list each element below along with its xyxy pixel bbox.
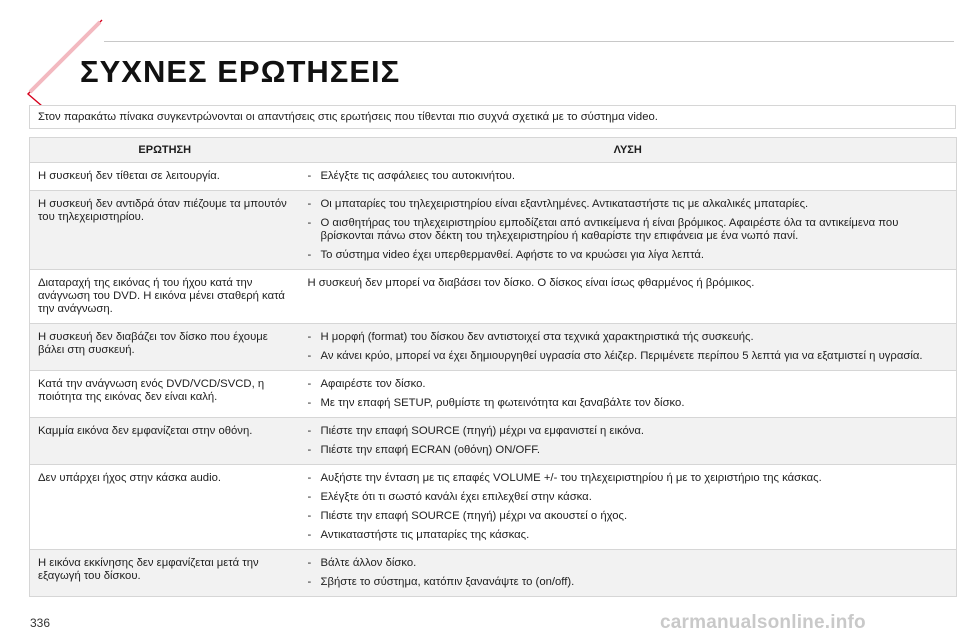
solution-list	[308, 198, 951, 262]
solution-cell	[300, 418, 957, 465]
dash-bullet: -	[307, 510, 312, 522]
solution-text: Αυξήστε την ένταση με τις επαφές VOLUME +/- του τηλεχειριστηρίου ή με το χειριστήριο της κάσκας.	[320, 472, 822, 484]
header-solution: ΛΥΣΗ	[300, 138, 957, 163]
dash-bullet: -	[307, 378, 312, 390]
solution-cell	[300, 465, 957, 550]
solution-text: Βάλτε άλλον δίσκο.	[320, 557, 417, 569]
solution-item	[308, 249, 951, 262]
title-rule	[104, 41, 954, 42]
dash-bullet: -	[307, 217, 312, 229]
solution-item	[308, 350, 951, 363]
solution-item	[308, 491, 951, 504]
table-row	[30, 550, 957, 597]
table-row	[30, 465, 957, 550]
solution-item	[308, 198, 951, 211]
solution-cell	[300, 550, 957, 597]
table-row	[30, 191, 957, 270]
header-question: ΕΡΩΤΗΣΗ	[30, 138, 300, 163]
solution-item	[308, 444, 951, 457]
dash-bullet: -	[307, 397, 312, 409]
solution-text: Αντικαταστήστε τις μπαταρίες της κάσκας.	[320, 529, 530, 541]
solution-item	[308, 331, 951, 344]
solution-text: Πιέστε την επαφή ECRAN (οθόνη) ON/OFF.	[320, 444, 540, 456]
solution-cell	[300, 163, 957, 191]
solution-text: Πιέστε την επαφή SOURCE (πηγή) μέχρι να εμφανιστεί η εικόνα.	[320, 425, 645, 437]
solution-text: Το σύστημα video έχει υπερθερμανθεί. Αφήστε το να κρυώσει για λίγα λεπτά.	[320, 249, 705, 261]
solution-item	[308, 378, 951, 391]
solution-item	[308, 529, 951, 542]
solution-text: Αφαιρέστε τον δίσκο.	[320, 378, 426, 390]
solution-list	[308, 331, 951, 363]
solution-item	[308, 510, 951, 523]
table-row	[30, 163, 957, 191]
solution-list	[308, 170, 951, 183]
dash-bullet: -	[307, 529, 312, 541]
solution-list	[308, 378, 951, 410]
solution-text: Αν κάνει κρύο, μπορεί να έχει δημιουργηθεί υγρασία στο λέιζερ. Περιμένετε περίπου 5 λεπτά για να εξατμιστεί η υγρασία.	[320, 350, 923, 362]
solution-text: Πιέστε την επαφή SOURCE (πηγή) μέχρι να ακουστεί ο ήχος.	[320, 510, 628, 522]
solution-item	[308, 472, 951, 485]
solution-item	[308, 557, 951, 570]
page-title: ΣΥΧΝΕΣ ΕΡΩΤΗΣΕΙΣ	[80, 54, 401, 89]
table-row	[30, 324, 957, 371]
dash-bullet: -	[307, 198, 312, 210]
intro-text: Στον παρακάτω πίνακα συγκεντρώνονται οι απαντήσεις στις ερωτήσεις που τίθενται πιο συχνά σχετικά με το σύστημα video.	[29, 105, 956, 129]
faq-body	[30, 163, 957, 597]
dash-bullet: -	[307, 425, 312, 437]
faq-table	[29, 137, 957, 597]
solution-text: Οι μπαταρίες του τηλεχειριστηρίου είναι εξαντλημένες. Αντικαταστήστε τις με αλκαλικές μπαταρίες.	[320, 198, 809, 210]
question-cell: Η συσκευή δεν αντιδρά όταν πιέζουμε τα μπουτόν του τηλεχειριστηρίου.	[30, 191, 300, 270]
solution-cell	[300, 324, 957, 371]
solution-item	[308, 576, 951, 589]
question-cell: Η εικόνα εκκίνησης δεν εμφανίζεται μετά την εξαγωγή του δίσκου.	[30, 550, 300, 597]
solution-text: Ο αισθητήρας του τηλεχειριστηρίου εμποδίζεται από αντικείμενα ή είναι βρόμικος. Αφαιρέστε όλα τα αντικείμενα που βρίσκονται πάνω στον δέκτη του τηλεχειριστηρίου ή καθαρίστε την επιφάνεια με ένα νωπό πανί.	[320, 217, 899, 242]
solution-cell	[300, 270, 957, 324]
solution-item	[308, 397, 951, 410]
dash-bullet: -	[307, 249, 312, 261]
solution-list	[308, 425, 951, 457]
solution-text: Ελέγξτε τις ασφάλειες του αυτοκινήτου.	[320, 170, 515, 182]
dash-bullet: -	[307, 350, 312, 362]
dash-bullet: -	[307, 491, 312, 503]
dash-bullet: -	[307, 444, 312, 456]
solution-text: Η μορφή (format) του δίσκου δεν αντιστοιχεί στα τεχνικά χαρακτηριστικά τής συσκευής.	[320, 331, 754, 343]
solution-item	[308, 425, 951, 438]
watermark-text: carmanualsonline.info	[660, 612, 866, 633]
solution-text: Ελέγξτε ότι τι σωστό κανάλι έχει επιλεχθεί στην κάσκα.	[320, 491, 592, 503]
solution-list	[308, 557, 951, 589]
question-cell: Δεν υπάρχει ήχος στην κάσκα audio.	[30, 465, 300, 550]
table-row	[30, 418, 957, 465]
question-cell: Η συσκευή δεν διαβάζει τον δίσκο που έχουμε βάλει στη συσκευή.	[30, 324, 300, 371]
page-number: 336	[30, 616, 51, 630]
dash-bullet: -	[307, 557, 312, 569]
table-row	[30, 270, 957, 324]
solution-list	[308, 472, 951, 542]
dash-bullet: -	[307, 472, 312, 484]
dash-bullet: -	[307, 331, 312, 343]
dash-bullet: -	[307, 170, 312, 182]
solution-cell	[300, 191, 957, 270]
dash-bullet: -	[307, 576, 312, 588]
solution-cell	[300, 371, 957, 418]
question-cell: Η συσκευή δεν τίθεται σε λειτουργία.	[30, 163, 300, 191]
solution-item	[308, 217, 951, 243]
solution-item	[308, 170, 951, 183]
table-header-row	[30, 138, 957, 163]
solution-text: Η συσκευή δεν μπορεί να διαβάσει τον δίσκο. Ο δίσκος είναι ίσως φθαρμένος ή βρόμικος.	[307, 277, 755, 289]
question-cell: Καμμία εικόνα δεν εμφανίζεται στην οθόνη.	[30, 418, 300, 465]
question-cell: Κατά την ανάγνωση ενός DVD/VCD/SVCD, η ποιότητα της εικόνας δεν είναι καλή.	[30, 371, 300, 418]
solution-text: Σβήστε το σύστημα, κατόπιν ξανανάψτε το (on/off).	[320, 576, 575, 588]
solution-text: Με την επαφή SETUP, ρυθμίστε τη φωτεινότητα και ξαναβάλτε τον δίσκο.	[320, 397, 685, 409]
question-cell: Διαταραχή της εικόνας ή του ήχου κατά την ανάγνωση του DVD. Η εικόνα μένει σταθερή κατά την ανάγνωση.	[30, 270, 300, 324]
table-row	[30, 371, 957, 418]
